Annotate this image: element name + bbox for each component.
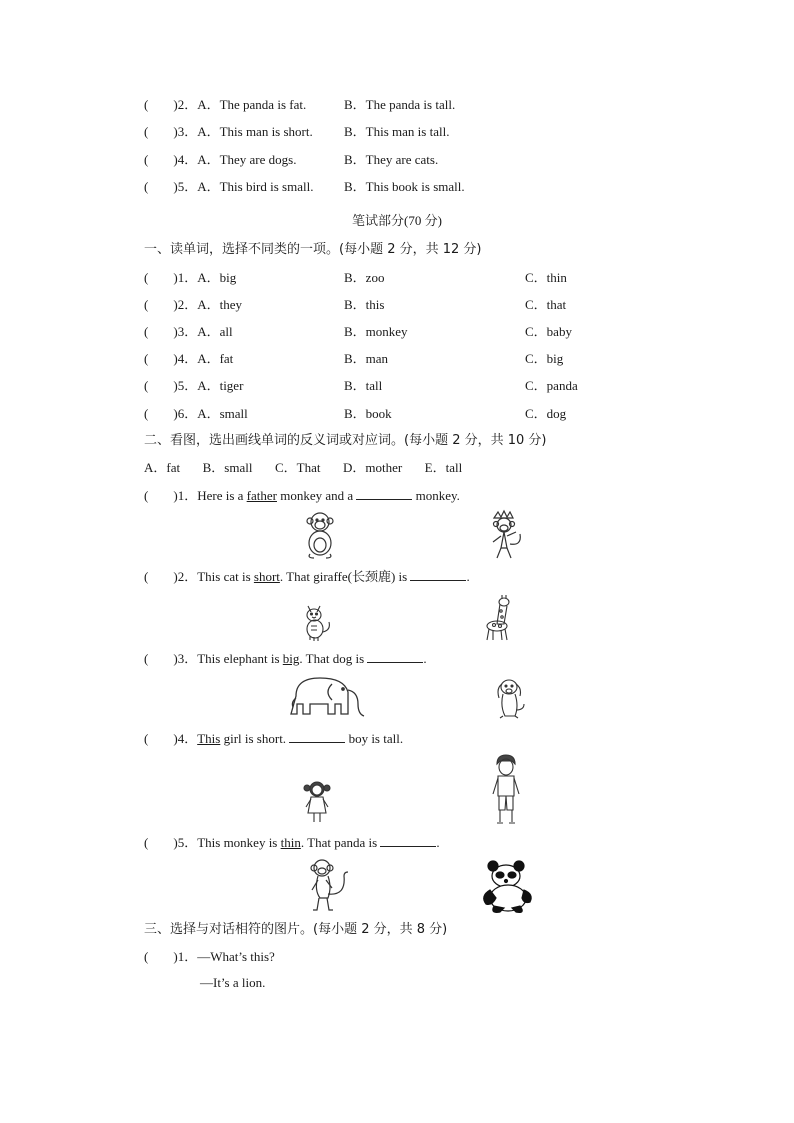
listening-question-3-option-b: B．This man is tall. (344, 124, 450, 139)
written-part-title: 笔试部分(70 分) (352, 213, 442, 228)
section3-heading: 三、选择与对话相符的图片。(每小题 2 分，共 8 分) (144, 922, 448, 937)
cat-image (302, 602, 332, 642)
thin-monkey-image (306, 858, 352, 914)
section2-heading: 二、看图，选出画线单词的反义词或对应词。(每小题 2 分，共 10 分) (144, 433, 547, 448)
answer-blank[interactable] (367, 650, 423, 663)
section1-question-1-option-c: C．thin (525, 270, 567, 285)
option-d: D．mother (342, 460, 403, 475)
section1-question-2-option-b: B．this (344, 297, 385, 312)
short-girl-image (303, 780, 331, 824)
section1-question-6-option-c: C．dog (525, 406, 567, 421)
section3-question-1-answer: —It’s a lion. (200, 975, 266, 990)
section1-question-6-option-b: B．book (344, 406, 392, 421)
listening-question-4: ( )4．A．They are dogs. (144, 152, 297, 167)
elephant-image (290, 674, 368, 720)
section1-question-3-option-b: B．monkey (344, 324, 408, 339)
listening-question-2-option-b: B．The panda is tall. (344, 97, 456, 112)
section2-question-5: ( )5．This monkey is thin. That panda is . (144, 835, 440, 850)
crowned-monkey-image (482, 510, 526, 562)
option-a: A．fat (144, 460, 181, 475)
section1-question-5: ( )5．A．tiger (144, 378, 244, 393)
section2-option-bank (144, 460, 462, 476)
section2-question-2: ( )2．This cat is short. That giraffe(长颈鹿) is . (144, 569, 470, 584)
answer-blank[interactable] (289, 730, 345, 743)
section1-question-2-option-c: C．that (525, 297, 567, 312)
fat-panda-image (480, 860, 536, 914)
option-e: E．tall (424, 460, 463, 475)
answer-blank[interactable] (410, 568, 466, 581)
section2-question-3: ( )3．This elephant is big. That dog is . (144, 651, 427, 666)
section1-heading: 一、读单词，选择不同类的一项。(每小题 2 分，共 12 分) (144, 242, 482, 257)
section2-question-4: ( )4．This girl is short. boy is tall. (144, 731, 404, 746)
listening-question-5-option-b: B．This book is small. (344, 179, 465, 194)
section3-question-1: ( )1．—What’s this? (144, 949, 275, 964)
section1-question-5-option-c: C．panda (525, 378, 578, 393)
section1-question-4-option-b: B．man (344, 351, 389, 366)
section1-question-1-option-b: B．zoo (344, 270, 385, 285)
section1-question-2: ( )2．A．they (144, 297, 242, 312)
option-b: B．small (202, 460, 253, 475)
section1-question-4: ( )4．A．fat (144, 351, 234, 366)
dog-image (494, 676, 528, 720)
answer-blank[interactable] (356, 487, 412, 500)
giraffe-image (480, 593, 514, 641)
section1-question-5-option-b: B．tall (344, 378, 383, 393)
section1-question-4-option-c: C．big (525, 351, 564, 366)
section1-question-3: ( )3．A．all (144, 324, 233, 339)
section2-question-1: ( )1．Here is a father monkey and a monkey. (144, 488, 460, 503)
listening-question-5: ( )5．A．This bird is small. (144, 179, 314, 194)
listening-question-3: ( )3．A．This man is short. (144, 124, 313, 139)
listening-question-4-option-b: B．They are cats. (344, 152, 439, 167)
answer-blank[interactable] (380, 834, 436, 847)
listening-question-2: ( )2．A．The panda is fat. (144, 97, 307, 112)
section1-question-1: ( )1．A．big (144, 270, 237, 285)
section1-question-3-option-c: C．baby (525, 324, 572, 339)
section1-question-6: ( )6．A．small (144, 406, 248, 421)
option-c: C．That (274, 460, 321, 475)
sitting-monkey-image (300, 510, 340, 560)
tall-boy-image (490, 754, 522, 826)
